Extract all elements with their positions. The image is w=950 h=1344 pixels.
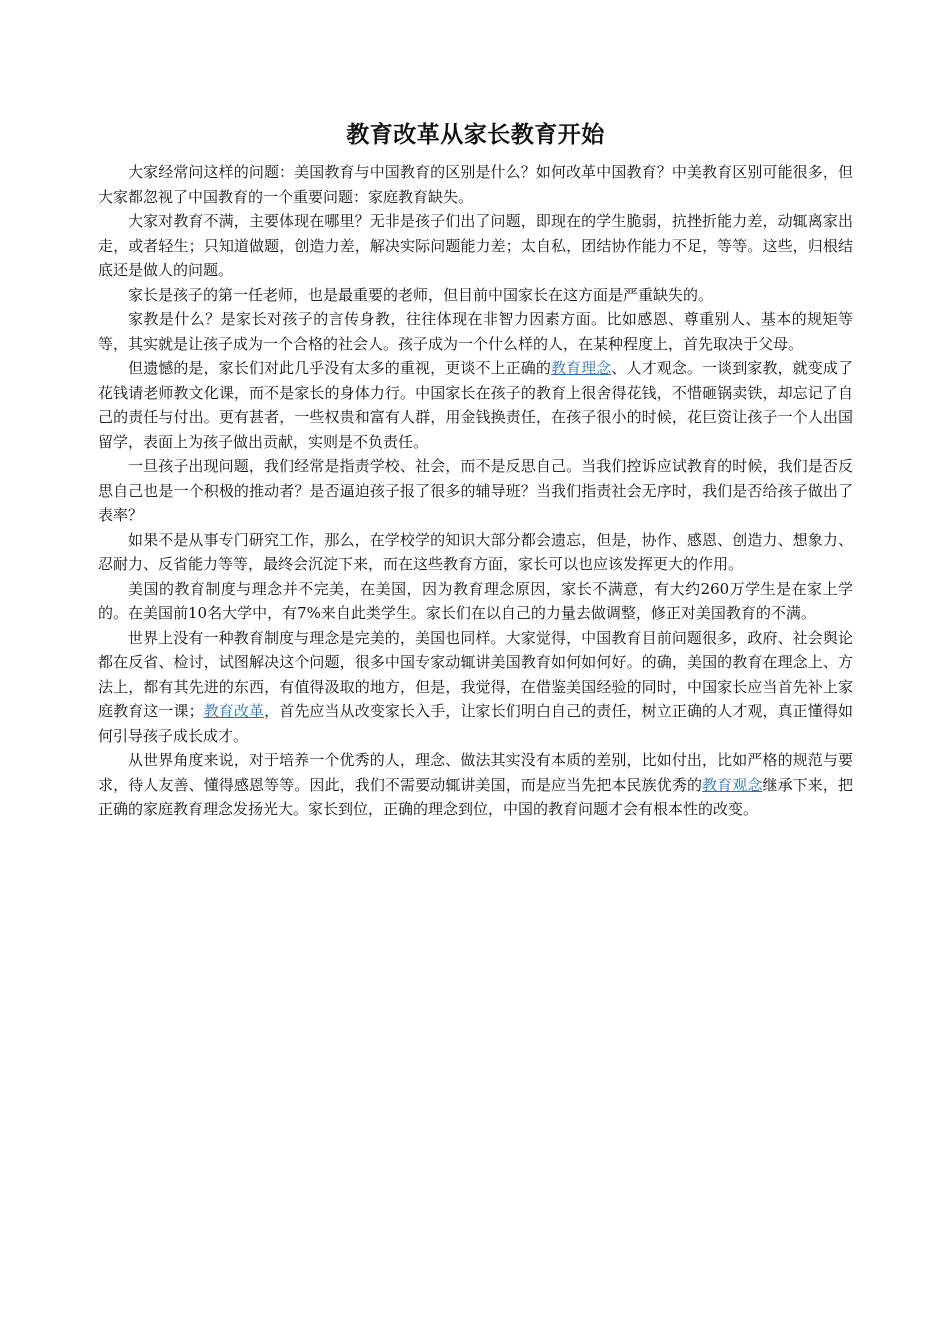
paragraph <box>98 307 853 356</box>
paragraph-text: 大家对教育不满，主要体现在哪里？无非是孩子们出了问题，即现在的学生脆弱，抗挫折能力差，动辄离家出走，或者轻生；只知道做题，创造力差，解决实际问题能力差；太自私，团结协作能力不足，等等。这些，归根结底还是做人的问题。 <box>98 212 853 279</box>
paragraph <box>98 626 853 749</box>
paragraph-text: 世界上没有一种教育制度与理念是完美的，美国也同样。大家觉得，中国教育目前问题很多，政府、社会舆论都在反省、检讨，试图解决这个问题，很多中国专家动辄讲美国教育如何如何好。的确，美国的教育在理念上、方法上，都有其先进的东西，有值得汲取的地方，但是，我觉得，在借鉴美国经验的同时，中国家长应当首先补上家庭教育这一课； <box>98 628 853 720</box>
paragraph-text: ，首先应当从改变家长入手，让家长们明白自己的责任，树立正确的人才观，真正懂得如何引导孩子成长成才。 <box>98 702 853 745</box>
paragraph-text: 、人才观念。一谈到家教，就变成了花钱请老师教文化课，而不是家长的身体力行。中国家长在孩子的教育上很舍得花钱，不惜砸锅卖铁，却忘记了自己的责任与付出。更有甚者，一些权贵和富有人群，用金钱换责任，在孩子很小的时候，花巨资让孩子一个人出国留学，表面上为孩子做出贡献，实则是不负责任。 <box>98 359 853 451</box>
paragraph-text: 从世界角度来说，对于培养一个优秀的人，理念、做法其实没有本质的差别，比如付出，比如严格的规范与要求，待人友善、懂得感恩等等。因此，我们不需要动辄讲美国，而是应当先把本民族优秀的 <box>98 751 853 794</box>
paragraph-text: 一旦孩子出现问题，我们经常是指责学校、社会，而不是反思自己。当我们控诉应试教育的时候，我们是否反思自己也是一个积极的推动者？是否逼迫孩子报了很多的辅导班？当我们指责社会无序时，我们是否给孩子做出了表率？ <box>98 457 853 524</box>
document-page <box>98 118 853 822</box>
paragraph-text: 继承下来，把正确的家庭教育理念发扬光大。家长到位，正确的理念到位，中国的教育问题才会有根本性的改变。 <box>98 775 853 818</box>
paragraph <box>98 528 853 577</box>
paragraph <box>98 577 853 626</box>
inline-link[interactable]: 教育改革 <box>203 702 265 720</box>
paragraph <box>98 454 853 528</box>
paragraph <box>98 209 853 283</box>
paragraph <box>98 283 853 308</box>
paragraph-text: 大家经常问这样的问题：美国教育与中国教育的区别是什么？如何改革中国教育？中美教育区别可能很多，但大家都忽视了中国教育的一个重要问题：家庭教育缺失。 <box>98 163 853 206</box>
paragraph-text: 但遗憾的是，家长们对此几乎没有太多的重视，更谈不上正确的 <box>128 359 551 377</box>
paragraph-text: 美国的教育制度与理念并不完美，在美国，因为教育理念原因，家长不满意，有大约260万学生是在家上学的。在美国前10名大学中，有7%来自此类学生。家长们在以自己的力量去做调整，修正对美国教育的不满。 <box>98 579 853 622</box>
inline-link[interactable]: 教育观念 <box>702 775 763 794</box>
inline-link[interactable]: 教育理念 <box>550 359 612 377</box>
paragraph <box>98 160 853 209</box>
document-body <box>98 160 853 822</box>
paragraph-text: 如果不是从事专门研究工作，那么，在学校学的知识大部分都会遗忘，但是，协作、感恩、创造力、想象力、忍耐力、反省能力等等，最终会沉淀下来，而在这些教育方面，家长可以也应该发挥更大的作用。 <box>98 530 853 573</box>
document-title: 教育改革从家长教育开始 <box>346 122 605 148</box>
paragraph <box>98 748 853 822</box>
paragraph-text: 家长是孩子的第一任老师，也是最重要的老师，但目前中国家长在这方面是严重缺失的。 <box>128 285 714 304</box>
paragraph-text: 家教是什么？是家长对孩子的言传身教，往往体现在非智力因素方面。比如感恩、尊重别人、基本的规矩等等，其实就是让孩子成为一个合格的社会人。孩子成为一个什么样的人，在某种程度上，首先取决于父母。 <box>98 310 853 353</box>
paragraph <box>98 356 853 454</box>
